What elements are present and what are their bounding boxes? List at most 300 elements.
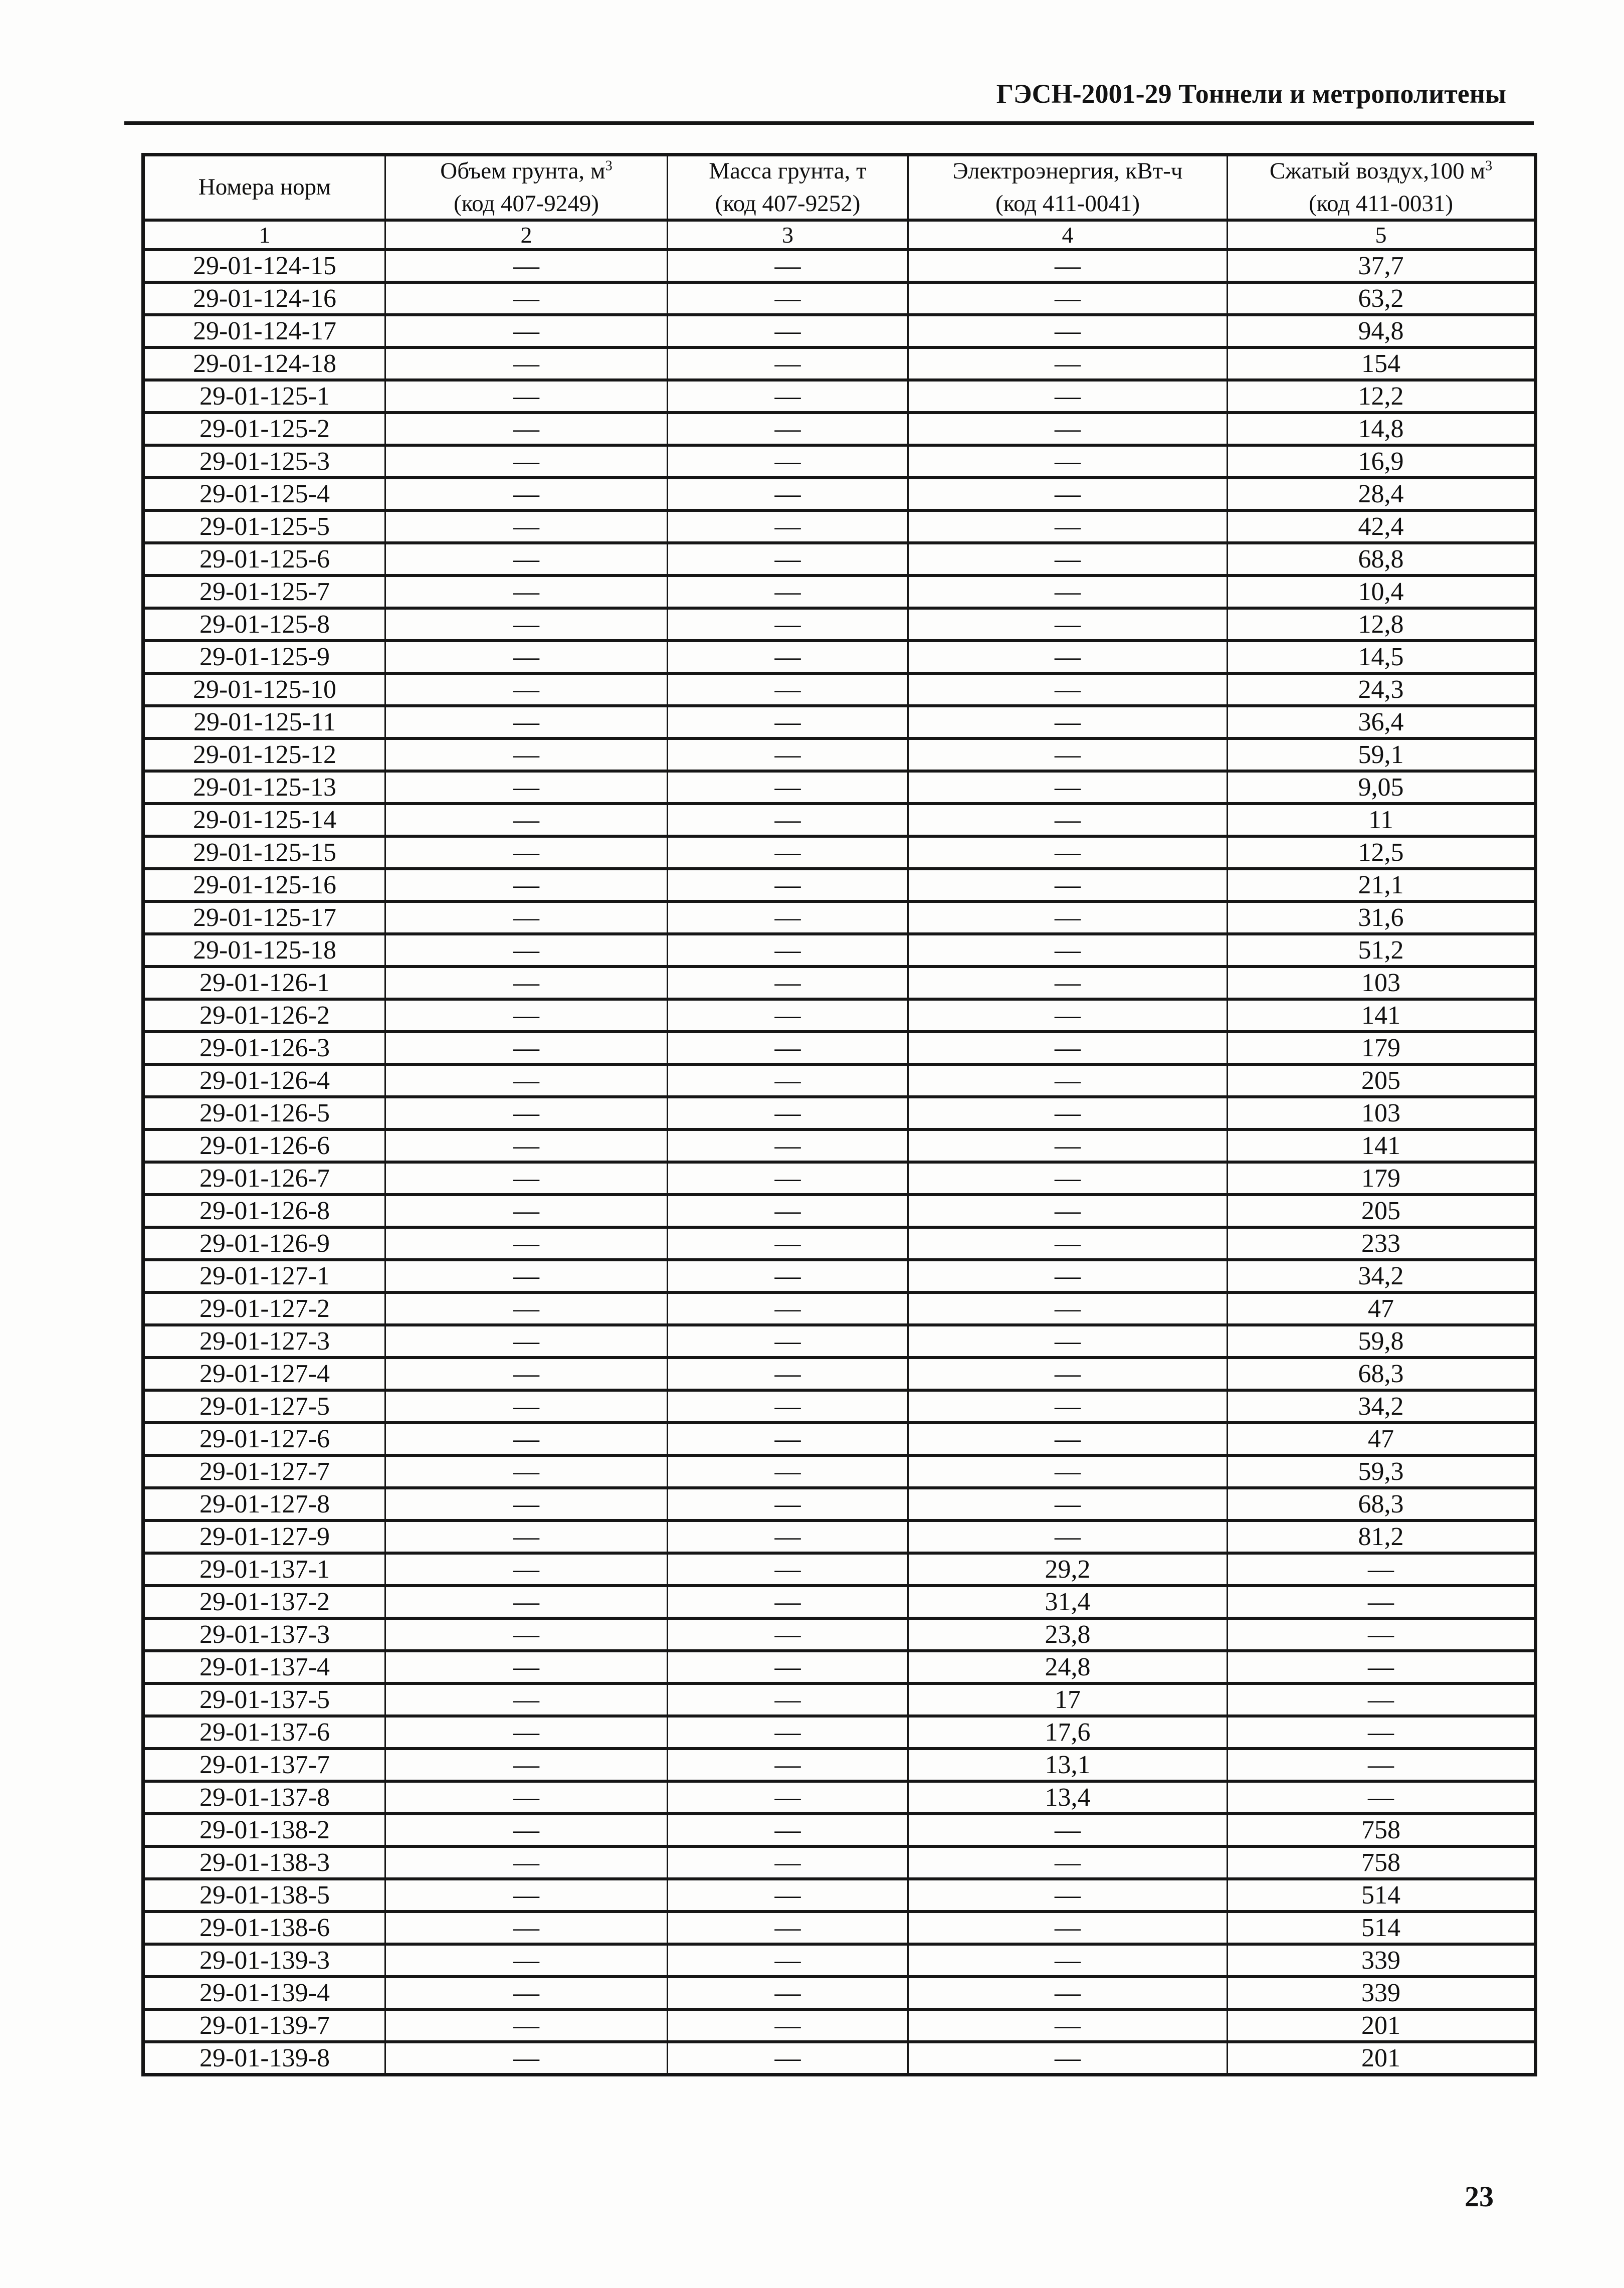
cell-soil-volume: — bbox=[385, 1553, 668, 1586]
cell-soil-volume: — bbox=[385, 1032, 668, 1064]
cell-compressed-air: 205 bbox=[1228, 1195, 1536, 1227]
cell-compressed-air: 81,2 bbox=[1228, 1520, 1536, 1553]
cell-soil-volume: — bbox=[385, 1423, 668, 1455]
cell-soil-mass: — bbox=[668, 1879, 908, 1912]
cell-norm-number: 29-01-139-7 bbox=[143, 2009, 385, 2042]
table-row bbox=[143, 1879, 1536, 1912]
cell-electricity: — bbox=[908, 804, 1228, 836]
cell-soil-volume: — bbox=[385, 608, 668, 641]
cell-soil-mass: — bbox=[668, 250, 908, 282]
cell-norm-number: 29-01-126-6 bbox=[143, 1129, 385, 1162]
cell-norm-number: 29-01-138-3 bbox=[143, 1846, 385, 1879]
cell-soil-mass: — bbox=[668, 934, 908, 967]
cell-compressed-air: 21,1 bbox=[1228, 869, 1536, 901]
cell-soil-volume: — bbox=[385, 1520, 668, 1553]
cell-soil-mass: — bbox=[668, 510, 908, 543]
cell-norm-number: 29-01-125-17 bbox=[143, 901, 385, 934]
header-rule bbox=[124, 121, 1534, 125]
table-row bbox=[143, 1749, 1536, 1781]
table-row bbox=[143, 738, 1536, 771]
cell-norm-number: 29-01-127-8 bbox=[143, 1488, 385, 1520]
cell-soil-volume: — bbox=[385, 445, 668, 478]
cell-soil-mass: — bbox=[668, 1912, 908, 1944]
cell-norm-number: 29-01-124-18 bbox=[143, 347, 385, 380]
column-header-label: Сжатый воздух,100 $м^3$ bbox=[1269, 158, 1493, 184]
cell-electricity: 17 bbox=[908, 1683, 1228, 1716]
cell-compressed-air: 47 bbox=[1228, 1423, 1536, 1455]
cell-norm-number: 29-01-125-12 bbox=[143, 738, 385, 771]
table-row bbox=[143, 413, 1536, 445]
cell-electricity: — bbox=[908, 1455, 1228, 1488]
table-row bbox=[143, 934, 1536, 967]
cell-soil-volume: — bbox=[385, 250, 668, 282]
cell-compressed-air: 205 bbox=[1228, 1064, 1536, 1097]
cell-norm-number: 29-01-125-5 bbox=[143, 510, 385, 543]
table-row bbox=[143, 1586, 1536, 1618]
cell-norm-number: 29-01-126-7 bbox=[143, 1162, 385, 1195]
table-row bbox=[143, 1260, 1536, 1292]
cell-norm-number: 29-01-125-10 bbox=[143, 673, 385, 706]
table-row bbox=[143, 804, 1536, 836]
table-row bbox=[143, 1292, 1536, 1325]
cell-soil-volume: — bbox=[385, 576, 668, 608]
cell-norm-number: 29-01-125-9 bbox=[143, 641, 385, 673]
table-row bbox=[143, 1814, 1536, 1846]
cell-soil-mass: — bbox=[668, 1520, 908, 1553]
table-row bbox=[143, 282, 1536, 315]
cell-norm-number: 29-01-125-14 bbox=[143, 804, 385, 836]
cell-electricity: — bbox=[908, 2009, 1228, 2042]
cell-norm-number: 29-01-125-7 bbox=[143, 576, 385, 608]
cell-compressed-air: — bbox=[1228, 1586, 1536, 1618]
cell-soil-volume: — bbox=[385, 1455, 668, 1488]
table-row bbox=[143, 1325, 1536, 1358]
table-row bbox=[143, 576, 1536, 608]
cell-soil-mass: — bbox=[668, 445, 908, 478]
column-header-code: (код 407-9249) bbox=[454, 190, 599, 217]
cell-soil-mass: — bbox=[668, 1846, 908, 1879]
cell-compressed-air: 758 bbox=[1228, 1814, 1536, 1846]
cell-electricity: — bbox=[908, 478, 1228, 510]
cell-electricity: 13,4 bbox=[908, 1781, 1228, 1814]
cell-compressed-air: — bbox=[1228, 1781, 1536, 1814]
table-row bbox=[143, 1097, 1536, 1129]
table-header-row bbox=[143, 155, 1536, 220]
cell-soil-mass: — bbox=[668, 478, 908, 510]
cell-norm-number: 29-01-137-8 bbox=[143, 1781, 385, 1814]
column-header-label: Номера норм bbox=[198, 174, 331, 201]
cell-norm-number: 29-01-125-16 bbox=[143, 869, 385, 901]
cell-soil-volume: — bbox=[385, 1227, 668, 1260]
cell-norm-number: 29-01-126-2 bbox=[143, 999, 385, 1032]
table-row bbox=[143, 1358, 1536, 1390]
table-row bbox=[143, 250, 1536, 282]
cell-norm-number: 29-01-125-18 bbox=[143, 934, 385, 967]
cell-norm-number: 29-01-139-4 bbox=[143, 1977, 385, 2009]
cell-electricity: — bbox=[908, 1977, 1228, 2009]
cell-soil-volume: — bbox=[385, 836, 668, 869]
cell-norm-number: 29-01-125-11 bbox=[143, 706, 385, 738]
cell-electricity: — bbox=[908, 445, 1228, 478]
cell-compressed-air: 12,8 bbox=[1228, 608, 1536, 641]
table-row bbox=[143, 706, 1536, 738]
cell-electricity: — bbox=[908, 1390, 1228, 1423]
cell-soil-mass: — bbox=[668, 999, 908, 1032]
cell-compressed-air: 758 bbox=[1228, 1846, 1536, 1879]
cell-compressed-air: — bbox=[1228, 1618, 1536, 1651]
cell-soil-mass: — bbox=[668, 1618, 908, 1651]
table-row bbox=[143, 1716, 1536, 1749]
norms-resource-table bbox=[141, 153, 1537, 2076]
cell-soil-volume: — bbox=[385, 1683, 668, 1716]
cell-compressed-air: 233 bbox=[1228, 1227, 1536, 1260]
cell-electricity: — bbox=[908, 1129, 1228, 1162]
cell-soil-mass: — bbox=[668, 608, 908, 641]
cell-electricity: — bbox=[908, 1423, 1228, 1455]
cell-compressed-air: 59,3 bbox=[1228, 1455, 1536, 1488]
cell-soil-volume: — bbox=[385, 1488, 668, 1520]
cell-electricity: — bbox=[908, 282, 1228, 315]
cell-norm-number: 29-01-125-4 bbox=[143, 478, 385, 510]
table-row bbox=[143, 1455, 1536, 1488]
cell-soil-mass: — bbox=[668, 1423, 908, 1455]
cell-compressed-air: 514 bbox=[1228, 1879, 1536, 1912]
cell-norm-number: 29-01-139-3 bbox=[143, 1944, 385, 1977]
cell-soil-mass: — bbox=[668, 641, 908, 673]
cell-electricity: — bbox=[908, 738, 1228, 771]
table-row bbox=[143, 2009, 1536, 2042]
column-number: 5 bbox=[1228, 220, 1536, 250]
cell-norm-number: 29-01-127-4 bbox=[143, 1358, 385, 1390]
cell-electricity: — bbox=[908, 576, 1228, 608]
cell-norm-number: 29-01-125-2 bbox=[143, 413, 385, 445]
table-row bbox=[143, 1553, 1536, 1586]
cell-soil-mass: — bbox=[668, 1944, 908, 1977]
column-number: 4 bbox=[908, 220, 1228, 250]
cell-soil-volume: — bbox=[385, 1879, 668, 1912]
cell-soil-volume: — bbox=[385, 1586, 668, 1618]
cell-soil-volume: — bbox=[385, 901, 668, 934]
cell-electricity: — bbox=[908, 1064, 1228, 1097]
running-header-title: ГЭСН-2001-29 Тоннели и метрополитены bbox=[996, 79, 1506, 109]
cell-electricity: 23,8 bbox=[908, 1618, 1228, 1651]
cell-electricity: — bbox=[908, 967, 1228, 999]
cell-compressed-air: 14,8 bbox=[1228, 413, 1536, 445]
cell-soil-volume: — bbox=[385, 1749, 668, 1781]
cell-compressed-air: 339 bbox=[1228, 1944, 1536, 1977]
cell-soil-volume: — bbox=[385, 2042, 668, 2075]
cell-soil-mass: — bbox=[668, 901, 908, 934]
column-header-norm-numbers bbox=[143, 155, 385, 220]
cell-soil-mass: — bbox=[668, 1032, 908, 1064]
cell-soil-volume: — bbox=[385, 1292, 668, 1325]
cell-soil-mass: — bbox=[668, 804, 908, 836]
cell-soil-mass: — bbox=[668, 771, 908, 804]
cell-soil-volume: — bbox=[385, 478, 668, 510]
page-number: 23 bbox=[1465, 2180, 1494, 2213]
cell-norm-number: 29-01-127-3 bbox=[143, 1325, 385, 1358]
cell-norm-number: 29-01-124-15 bbox=[143, 250, 385, 282]
table-row bbox=[143, 1651, 1536, 1683]
table-body bbox=[143, 250, 1536, 2075]
cell-electricity: — bbox=[908, 1488, 1228, 1520]
cell-compressed-air: 24,3 bbox=[1228, 673, 1536, 706]
cell-compressed-air: 141 bbox=[1228, 1129, 1536, 1162]
cell-electricity: — bbox=[908, 641, 1228, 673]
cell-soil-mass: — bbox=[668, 1553, 908, 1586]
cell-norm-number: 29-01-138-6 bbox=[143, 1912, 385, 1944]
cell-compressed-air: 28,4 bbox=[1228, 478, 1536, 510]
cell-soil-volume: — bbox=[385, 641, 668, 673]
cell-electricity: 31,4 bbox=[908, 1586, 1228, 1618]
cell-norm-number: 29-01-126-4 bbox=[143, 1064, 385, 1097]
cell-soil-volume: — bbox=[385, 869, 668, 901]
cell-compressed-air: — bbox=[1228, 1553, 1536, 1586]
cell-norm-number: 29-01-126-1 bbox=[143, 967, 385, 999]
cell-soil-mass: — bbox=[668, 673, 908, 706]
cell-compressed-air: 37,7 bbox=[1228, 250, 1536, 282]
cell-norm-number: 29-01-125-6 bbox=[143, 543, 385, 576]
column-number: 2 bbox=[385, 220, 668, 250]
cell-electricity: — bbox=[908, 1162, 1228, 1195]
table-row bbox=[143, 1064, 1536, 1097]
cell-soil-volume: — bbox=[385, 1814, 668, 1846]
table-row bbox=[143, 1227, 1536, 1260]
cell-norm-number: 29-01-126-9 bbox=[143, 1227, 385, 1260]
cell-electricity: — bbox=[908, 1846, 1228, 1879]
cell-soil-mass: — bbox=[668, 2009, 908, 2042]
cell-electricity: — bbox=[908, 934, 1228, 967]
cell-soil-mass: — bbox=[668, 380, 908, 413]
cell-electricity: — bbox=[908, 1260, 1228, 1292]
cell-soil-volume: — bbox=[385, 543, 668, 576]
cell-soil-volume: — bbox=[385, 2009, 668, 2042]
cell-soil-mass: — bbox=[668, 543, 908, 576]
cell-soil-volume: — bbox=[385, 934, 668, 967]
cell-electricity: — bbox=[908, 250, 1228, 282]
cell-electricity: — bbox=[908, 1358, 1228, 1390]
cell-electricity: — bbox=[908, 1520, 1228, 1553]
cell-compressed-air: 47 bbox=[1228, 1292, 1536, 1325]
table-row bbox=[143, 901, 1536, 934]
cell-soil-volume: — bbox=[385, 999, 668, 1032]
cell-soil-volume: — bbox=[385, 1977, 668, 2009]
cell-norm-number: 29-01-127-5 bbox=[143, 1390, 385, 1423]
cell-compressed-air: 514 bbox=[1228, 1912, 1536, 1944]
cell-soil-volume: — bbox=[385, 1618, 668, 1651]
column-header-code: (код 411-0031) bbox=[1309, 190, 1453, 217]
cell-norm-number: 29-01-127-9 bbox=[143, 1520, 385, 1553]
cell-compressed-air: 31,6 bbox=[1228, 901, 1536, 934]
cell-compressed-air: — bbox=[1228, 1749, 1536, 1781]
table-row bbox=[143, 673, 1536, 706]
table-row bbox=[143, 1781, 1536, 1814]
cell-soil-mass: — bbox=[668, 1977, 908, 2009]
cell-soil-mass: — bbox=[668, 1488, 908, 1520]
table-row bbox=[143, 347, 1536, 380]
table-row bbox=[143, 1129, 1536, 1162]
cell-compressed-air: 12,5 bbox=[1228, 836, 1536, 869]
cell-norm-number: 29-01-126-5 bbox=[143, 1097, 385, 1129]
cell-soil-mass: — bbox=[668, 706, 908, 738]
table-row bbox=[143, 380, 1536, 413]
cell-compressed-air: 201 bbox=[1228, 2042, 1536, 2075]
cell-soil-mass: — bbox=[668, 1292, 908, 1325]
cell-norm-number: 29-01-137-1 bbox=[143, 1553, 385, 1586]
column-header-code: (код 407-9252) bbox=[715, 190, 861, 217]
cell-norm-number: 29-01-138-2 bbox=[143, 1814, 385, 1846]
cell-norm-number: 29-01-137-3 bbox=[143, 1618, 385, 1651]
table-row bbox=[143, 543, 1536, 576]
table-row bbox=[143, 869, 1536, 901]
cell-soil-mass: — bbox=[668, 738, 908, 771]
cell-soil-volume: — bbox=[385, 1129, 668, 1162]
table-row bbox=[143, 1618, 1536, 1651]
column-number: 3 bbox=[668, 220, 908, 250]
cell-compressed-air: 42,4 bbox=[1228, 510, 1536, 543]
cell-norm-number: 29-01-139-8 bbox=[143, 2042, 385, 2075]
cell-soil-volume: — bbox=[385, 347, 668, 380]
cell-compressed-air: 179 bbox=[1228, 1032, 1536, 1064]
cell-compressed-air: 141 bbox=[1228, 999, 1536, 1032]
cell-soil-mass: — bbox=[668, 1716, 908, 1749]
cell-soil-mass: — bbox=[668, 413, 908, 445]
cell-compressed-air: 339 bbox=[1228, 1977, 1536, 2009]
cell-soil-volume: — bbox=[385, 1716, 668, 1749]
cell-norm-number: 29-01-126-8 bbox=[143, 1195, 385, 1227]
column-header-soil-mass bbox=[668, 155, 908, 220]
cell-norm-number: 29-01-125-13 bbox=[143, 771, 385, 804]
column-header-label: Объем грунта, $м^3$ bbox=[440, 158, 613, 184]
column-number: 1 bbox=[143, 220, 385, 250]
table-row bbox=[143, 510, 1536, 543]
cell-compressed-air: 34,2 bbox=[1228, 1390, 1536, 1423]
cell-soil-volume: — bbox=[385, 1781, 668, 1814]
table-row bbox=[143, 1912, 1536, 1944]
cell-norm-number: 29-01-127-2 bbox=[143, 1292, 385, 1325]
cell-electricity: — bbox=[908, 1879, 1228, 1912]
cell-compressed-air: 16,9 bbox=[1228, 445, 1536, 478]
cell-soil-mass: — bbox=[668, 1390, 908, 1423]
cell-electricity: — bbox=[908, 315, 1228, 347]
cell-electricity: — bbox=[908, 771, 1228, 804]
cell-soil-mass: — bbox=[668, 1749, 908, 1781]
cell-soil-volume: — bbox=[385, 967, 668, 999]
cell-soil-volume: — bbox=[385, 1944, 668, 1977]
cell-soil-volume: — bbox=[385, 1912, 668, 1944]
cell-soil-volume: — bbox=[385, 510, 668, 543]
cell-soil-volume: — bbox=[385, 804, 668, 836]
cell-norm-number: 29-01-125-1 bbox=[143, 380, 385, 413]
cell-soil-volume: — bbox=[385, 1846, 668, 1879]
cell-soil-mass: — bbox=[668, 1325, 908, 1358]
cell-compressed-air: 14,5 bbox=[1228, 641, 1536, 673]
cell-soil-volume: — bbox=[385, 738, 668, 771]
cell-soil-volume: — bbox=[385, 1064, 668, 1097]
cell-electricity: — bbox=[908, 1912, 1228, 1944]
table-row bbox=[143, 1683, 1536, 1716]
cell-compressed-air: 68,8 bbox=[1228, 543, 1536, 576]
cell-soil-mass: — bbox=[668, 1097, 908, 1129]
cell-soil-mass: — bbox=[668, 1064, 908, 1097]
table-row bbox=[143, 999, 1536, 1032]
table-row bbox=[143, 1162, 1536, 1195]
column-header-label: Электроэнергия, кВт-ч bbox=[952, 158, 1183, 184]
cell-soil-volume: — bbox=[385, 1358, 668, 1390]
cell-compressed-air: 34,2 bbox=[1228, 1260, 1536, 1292]
cell-norm-number: 29-01-137-7 bbox=[143, 1749, 385, 1781]
table-row bbox=[143, 1944, 1536, 1977]
table-row bbox=[143, 2042, 1536, 2075]
cell-electricity: — bbox=[908, 1325, 1228, 1358]
table-row bbox=[143, 1195, 1536, 1227]
cell-electricity: 29,2 bbox=[908, 1553, 1228, 1586]
cell-soil-mass: — bbox=[668, 1683, 908, 1716]
cell-compressed-air: — bbox=[1228, 1716, 1536, 1749]
table-row bbox=[143, 1520, 1536, 1553]
table-row bbox=[143, 315, 1536, 347]
cell-soil-volume: — bbox=[385, 1390, 668, 1423]
cell-electricity: — bbox=[908, 1292, 1228, 1325]
cell-electricity: — bbox=[908, 1032, 1228, 1064]
cell-soil-mass: — bbox=[668, 869, 908, 901]
cell-soil-mass: — bbox=[668, 576, 908, 608]
cell-compressed-air: 94,8 bbox=[1228, 315, 1536, 347]
cell-norm-number: 29-01-137-6 bbox=[143, 1716, 385, 1749]
table-row bbox=[143, 608, 1536, 641]
cell-soil-mass: — bbox=[668, 1651, 908, 1683]
cell-soil-mass: — bbox=[668, 1358, 908, 1390]
cell-compressed-air: 103 bbox=[1228, 967, 1536, 999]
cell-electricity: 24,8 bbox=[908, 1651, 1228, 1683]
cell-soil-mass: — bbox=[668, 1586, 908, 1618]
cell-compressed-air: 11 bbox=[1228, 804, 1536, 836]
cell-compressed-air: 59,1 bbox=[1228, 738, 1536, 771]
cell-norm-number: 29-01-137-2 bbox=[143, 1586, 385, 1618]
cell-electricity: 13,1 bbox=[908, 1749, 1228, 1781]
cell-norm-number: 29-01-126-3 bbox=[143, 1032, 385, 1064]
cell-compressed-air: — bbox=[1228, 1651, 1536, 1683]
cell-compressed-air: 68,3 bbox=[1228, 1358, 1536, 1390]
table-row bbox=[143, 641, 1536, 673]
cell-electricity: — bbox=[908, 999, 1228, 1032]
cell-norm-number: 29-01-127-6 bbox=[143, 1423, 385, 1455]
cell-compressed-air: 51,2 bbox=[1228, 934, 1536, 967]
column-header-label: Масса грунта, т bbox=[709, 158, 867, 184]
cell-soil-mass: — bbox=[668, 1129, 908, 1162]
cell-compressed-air: 68,3 bbox=[1228, 1488, 1536, 1520]
column-header-soil-volume bbox=[385, 155, 668, 220]
superscript: 3 bbox=[1485, 158, 1493, 174]
cell-soil-volume: — bbox=[385, 380, 668, 413]
cell-soil-mass: — bbox=[668, 2042, 908, 2075]
cell-soil-volume: — bbox=[385, 1260, 668, 1292]
column-number-row bbox=[143, 220, 1536, 250]
cell-soil-volume: — bbox=[385, 413, 668, 445]
cell-norm-number: 29-01-137-5 bbox=[143, 1683, 385, 1716]
cell-electricity: — bbox=[908, 901, 1228, 934]
table-row bbox=[143, 967, 1536, 999]
cell-compressed-air: — bbox=[1228, 1683, 1536, 1716]
cell-electricity: — bbox=[908, 836, 1228, 869]
cell-compressed-air: 154 bbox=[1228, 347, 1536, 380]
cell-electricity: — bbox=[908, 706, 1228, 738]
cell-soil-mass: — bbox=[668, 347, 908, 380]
cell-soil-mass: — bbox=[668, 1162, 908, 1195]
cell-soil-volume: — bbox=[385, 673, 668, 706]
cell-norm-number: 29-01-125-3 bbox=[143, 445, 385, 478]
cell-soil-mass: — bbox=[668, 1227, 908, 1260]
